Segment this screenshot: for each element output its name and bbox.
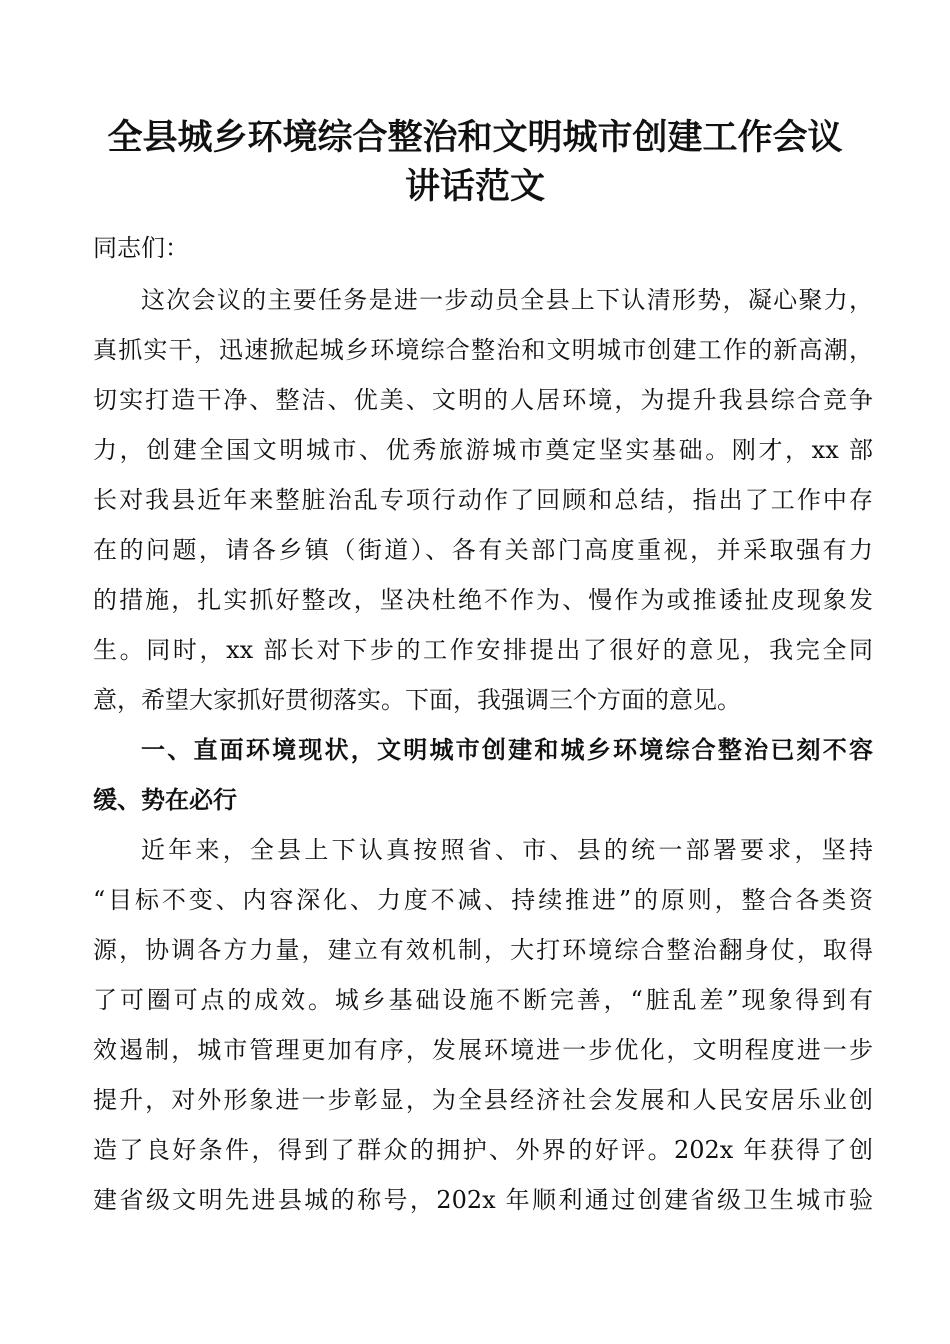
paragraph-line: “目标不变、内容深化、力度不减、持续推进”的原则，整合各类资	[93, 886, 873, 914]
paragraph-line: 造了良好条件，得到了群众的拥护、外界的好评。202x 年获得了创	[93, 1136, 873, 1164]
paragraph-line: 近年来，全县上下认真按照省、市、县的统一部署要求，坚持	[141, 836, 873, 864]
paragraph-line: 切实打造干净、整洁、优美、文明的人居环境，为提升我县综合竞争	[93, 386, 873, 414]
document-title-line-2: 讲话范文	[404, 167, 545, 207]
paragraph-line: 意，希望大家抓好贯彻落实。下面，我强调三个方面的意见。	[93, 686, 741, 714]
document-title-line-1: 全县城乡环境综合整治和文明城市创建工作会议	[107, 118, 843, 158]
paragraph-line: 真抓实干，迅速掀起城乡环境综合整治和文明城市创建工作的新高潮，	[93, 336, 873, 364]
paragraph-line: 的措施，扎实抓好整改，坚决杜绝不作为、慢作为或推诿扯皮现象发	[93, 586, 873, 614]
paragraph-line: 生。同时，xx 部长对下步的工作安排提出了很好的意见，我完全同	[93, 636, 873, 664]
paragraph-line: 这次会议的主要任务是进一步动员全县上下认清形势，凝心聚力，	[141, 286, 873, 314]
paragraph-line: 建省级文明先进县城的称号，202x 年顺利通过创建省级卫生城市验	[93, 1186, 873, 1214]
salutation: 同志们：	[93, 234, 189, 262]
paragraph-line: 长对我县近年来整脏治乱专项行动作了回顾和总结，指出了工作中存	[93, 486, 873, 514]
paragraph-line: 源，协调各方力量，建立有效机制，大打环境综合整治翻身仗，取得	[93, 936, 873, 964]
section-heading-line: 一、直面环境现状，文明城市创建和城乡环境综合整治已刻不容	[141, 736, 873, 764]
paragraph-line: 力，创建全国文明城市、优秀旅游城市奠定坚实基础。刚才，xx 部	[93, 436, 873, 464]
section-heading-line: 缓、势在必行	[93, 786, 237, 814]
paragraph-line: 在的问题，请各乡镇（街道）、各有关部门高度重视，并采取强有力	[93, 536, 873, 564]
paragraph-line: 效遏制，城市管理更加有序，发展环境进一步优化，文明程度进一步	[93, 1036, 873, 1064]
paragraph-line: 了可圈可点的成效。城乡基础设施不断完善，“脏乱差”现象得到有	[93, 986, 873, 1014]
paragraph-line: 提升，对外形象进一步彰显，为全县经济社会发展和人民安居乐业创	[93, 1086, 873, 1114]
